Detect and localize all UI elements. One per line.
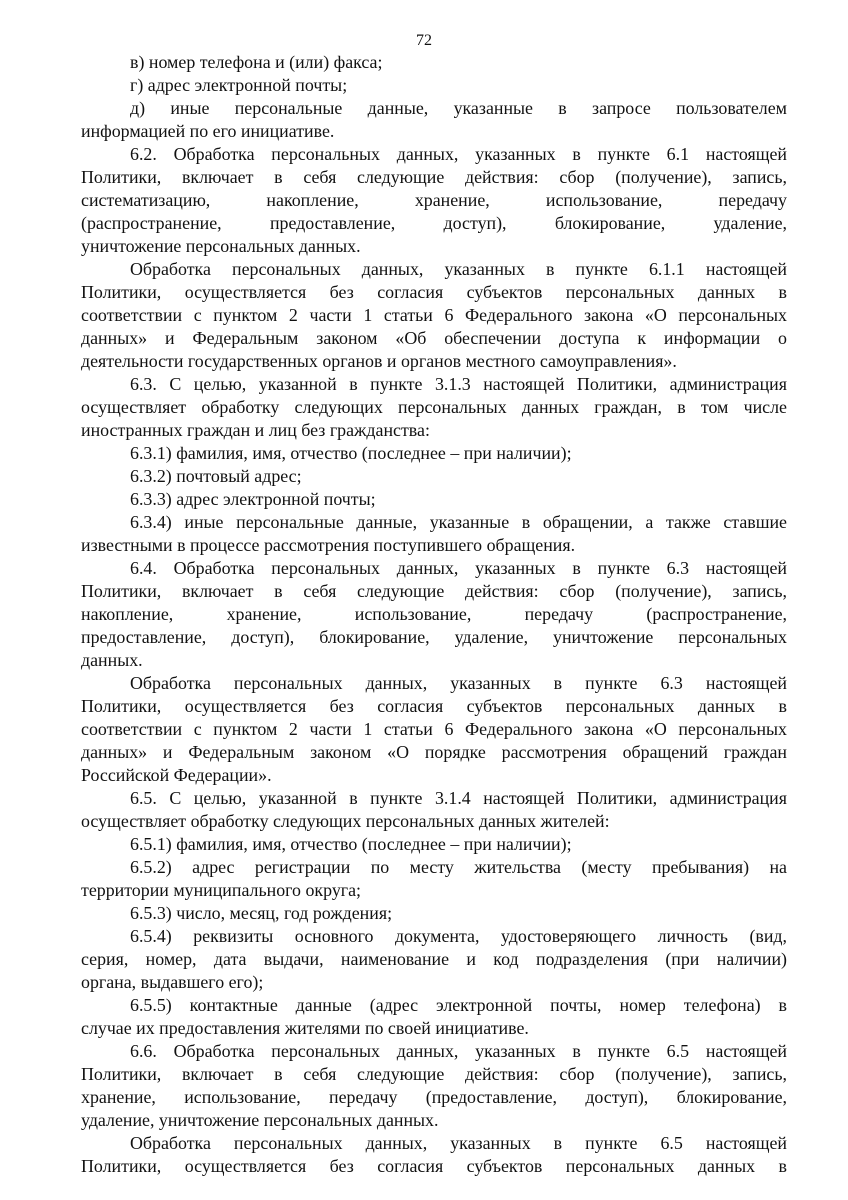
text-line: 6.2. Обработка персональных данных, указанных в пункте 6.1 настоящей: [130, 144, 787, 164]
text-line: 6.5. С целью, указанной в пункте 3.1.4 настоящей Политики, администрация: [130, 788, 787, 808]
text-line: Политики, осуществляется без согласия субъектов персональных данных в: [81, 1156, 787, 1176]
text-line: 6.3.1) фамилия, имя, отчество (последнее – при наличии);: [130, 443, 572, 463]
text-line: удаление, уничтожение персональных данных.: [81, 1110, 439, 1130]
text-line: соответствии с пунктом 2 части 1 статьи 6 Федерального закона «О персональных: [81, 719, 787, 739]
text-line: предоставление, доступ), блокирование, удаление, уничтожение персональных: [81, 627, 787, 647]
text-line: информацией по его инициативе.: [81, 121, 335, 141]
text-line: территории муниципального округа;: [81, 880, 362, 900]
text-line: хранение, использование, передачу (предоставление, доступ), блокирование,: [81, 1087, 787, 1107]
text-line: иностранных граждан и лиц без гражданства:: [81, 420, 430, 440]
text-line: деятельности государственных органов и органов местного самоуправления».: [81, 351, 677, 371]
text-line: 6.3.2) почтовый адрес;: [130, 466, 302, 486]
text-line: уничтожение персональных данных.: [81, 236, 361, 256]
text-line: 6.3. С целью, указанной в пункте 3.1.3 настоящей Политики, администрация: [130, 374, 787, 394]
text-line: органа, выдавшего его);: [81, 972, 264, 992]
text-line: систематизацию, накопление, хранение, использование, передачу: [81, 190, 787, 210]
text-line: Политики, включает в себя следующие действия: сбор (получение), запись,: [81, 581, 787, 601]
text-line: Обработка персональных данных, указанных в пункте 6.1.1 настоящей: [130, 259, 787, 279]
text-line: соответствии с пунктом 2 части 1 статьи 6 Федерального закона «О персональных: [81, 305, 787, 325]
text-line: 6.5.1) фамилия, имя, отчество (последнее – при наличии);: [130, 834, 572, 854]
text-line: Политики, включает в себя следующие действия: сбор (получение), запись,: [81, 167, 787, 187]
document-body: [81, 51, 787, 1178]
text-line: в) номер телефона и (или) факса;: [130, 52, 383, 72]
text-line: 6.5.3) число, месяц, год рождения;: [130, 903, 393, 923]
text-line: 6.6. Обработка персональных данных, указанных в пункте 6.5 настоящей: [130, 1041, 787, 1061]
text-line: случае их предоставления жителями по своей инициативе.: [81, 1018, 529, 1038]
text-line: известными в процессе рассмотрения поступившего обращения.: [81, 535, 576, 555]
text-line: Обработка персональных данных, указанных в пункте 6.5 настоящей: [130, 1133, 787, 1153]
text-line: данных.: [81, 650, 143, 670]
text-line: Обработка персональных данных, указанных в пункте 6.3 настоящей: [130, 673, 787, 693]
text-line: 6.5.5) контактные данные (адрес электронной почты, номер телефона) в: [130, 995, 787, 1015]
text-line: 6.5.2) адрес регистрации по месту жительства (месту пребывания) на: [130, 857, 787, 877]
text-line: (распространение, предоставление, доступ), блокирование, удаление,: [81, 213, 787, 233]
page-number: 72: [416, 32, 432, 49]
text-line: Политики, осуществляется без согласия субъектов персональных данных в: [81, 282, 787, 302]
text-line: осуществляет обработку следующих персональных данных граждан, в том числе: [81, 397, 787, 417]
text-line: данных» и Федеральным законом «Об обеспечении доступа к информации о: [81, 328, 787, 348]
text-line: 6.3.3) адрес электронной почты;: [130, 489, 376, 509]
text-line: 6.4. Обработка персональных данных, указанных в пункте 6.3 настоящей: [130, 558, 787, 578]
text-line: 6.3.4) иные персональные данные, указанные в обращении, а также ставшие: [130, 512, 787, 532]
text-line: г) адрес электронной почты;: [130, 75, 348, 95]
text-line: 6.5.4) реквизиты основного документа, удостоверяющего личность (вид,: [130, 926, 787, 946]
text-line: Политики, включает в себя следующие действия: сбор (получение), запись,: [81, 1064, 787, 1084]
text-line: накопление, хранение, использование, передачу (распространение,: [81, 604, 787, 624]
text-line: д) иные персональные данные, указанные в запросе пользователем: [130, 98, 787, 118]
text-line: Российской Федерации».: [81, 765, 272, 785]
text-line: серия, номер, дата выдачи, наименование и код подразделения (при наличии): [81, 949, 787, 969]
text-line: Политики, осуществляется без согласия субъектов персональных данных в: [81, 696, 787, 716]
text-line: осуществляет обработку следующих персональных данных жителей:: [81, 811, 610, 831]
text-line: данных» и Федеральным законом «О порядке рассмотрения обращений граждан: [81, 742, 787, 762]
